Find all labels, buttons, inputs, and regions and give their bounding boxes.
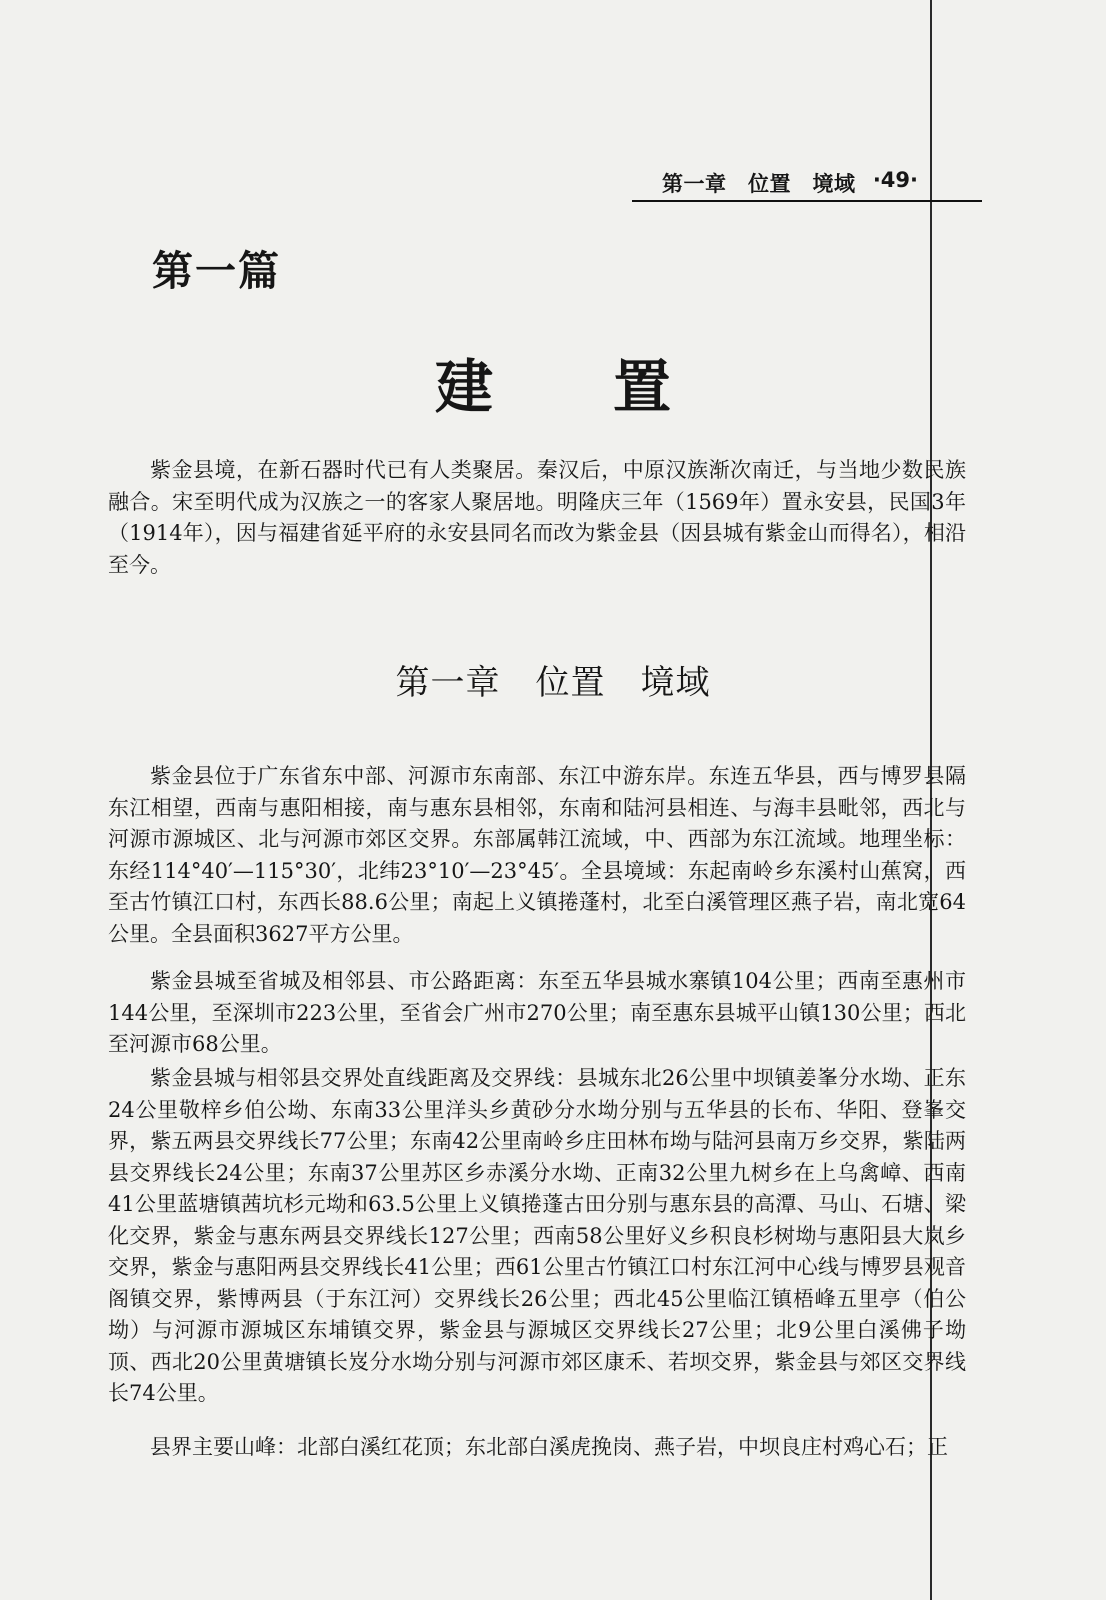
- chapter-title: 第一章 位置 境域: [395, 663, 711, 703]
- part-intro-paragraph: 紫金县境，在新石器时代已有人类聚居。秦汉后，中原汉族渐次南迁，与当地少数民族融合。宋至明代成为汉族之一的客家人聚居地。明隆庆三年（1569年）置永安县，民国3年（1914年），因与福建省延平府的永安县同名而改为紫金县（因县城有紫金山而得名），相沿至今。: [108, 458, 966, 577]
- part-title: [0, 340, 1106, 424]
- page-number: ·49·: [872, 168, 918, 192]
- body-paragraph-boundaries: 紫金县城与相邻县交界处直线距离及交界线：县城东北26公里中坝镇姜峯分水坳、正东24公里敬梓乡伯公坳、东南33公里洋头乡黄砂分水坳分别与五华县的长布、华阳、登峯交界，紫五两县交界线长77公里；东南42公里南岭乡庄田林布坳与陆河县南万乡交界，紫陆两县交界线长24公里；东南37公里苏区乡赤溪分水坳、正南32公里九树乡在上乌禽嶂、西南41公里蓝塘镇茜坑杉元坳和63.5公里上义镇捲蓬古田分别与惠东县的高潭、马山、石塘、梁化交界，紫金与惠东两县交界线长127公里；西南58公里好义乡积良杉树坳与惠阳县大岚乡交界，紫金与惠阳两县交界线长41公里；西61公里古竹镇江口村东江河中心线与博罗县观音阁镇交界，紫博两县（于东江河）交界线长26公里；西北45公里临江镇梧峰五里亭（伯公坳）与河源市源城区东埔镇交界，紫金县与源城区交界线长27公里；北9公里白溪佛子坳顶、西北20公里黄塘镇长岌分水坳分别与河源市郊区康禾、若坝交界，紫金县与郊区交界线长74公里。: [108, 1066, 966, 1405]
- body-paragraph-location: 紫金县位于广东省东中部、河源市东南部、东江中游东岸。东连五华县，西与博罗县隔东江相望，西南与惠阳相接，南与惠东县相邻，东南和陆河县相连、与海丰县毗邻，西北与河源市源城区、北与河源市郊区交界。东部属韩江流域，中、西部为东江流域。地理坐标：东经114°40′—115°30′，北纬23°10′—23°45′。全县境域：东起南岭乡东溪村山蕉窝，西至古竹镇江口村，东西长88.6公里；南起上义镇捲蓬村，北至白溪管理区燕子岩，南北宽64公里。全县面积3627平方公里。: [108, 764, 966, 946]
- part-label: 第一篇: [152, 247, 281, 295]
- body-paragraph-road-distances: 紫金县城至省城及相邻县、市公路距离：东至五华县城水寨镇104公里；西南至惠州市144公里，至深圳市223公里，至省会广州市270公里；南至惠东县城平山镇130公里；西北至河源市68公里。: [108, 969, 966, 1056]
- running-header-chapter: 第一章 位置 境域: [662, 172, 856, 196]
- part-title-char-2: 置: [613, 353, 672, 421]
- body-paragraph-mountains: 县界主要山峰：北部白溪红花顶；东北部白溪虎挽岗、燕子岩，中坝良庄村鸡心石；正: [150, 1435, 948, 1459]
- header-rule: [632, 200, 982, 202]
- part-title-char-1: 建: [434, 353, 493, 421]
- running-header: [640, 168, 960, 208]
